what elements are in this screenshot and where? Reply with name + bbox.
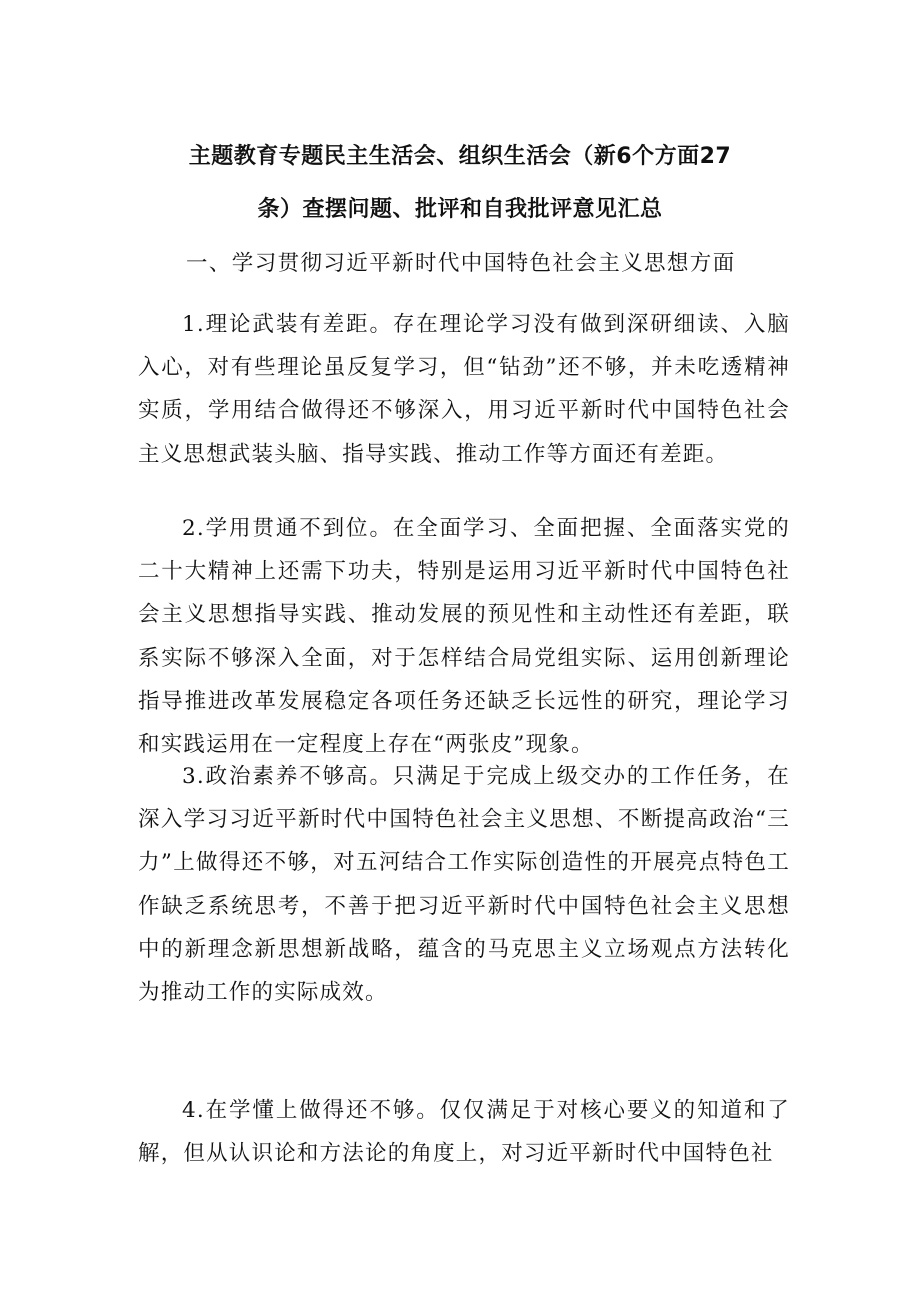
paragraph-1: 1.理论武装有差距。存在理论学习没有做到深研细读、入脑入心，对有些理论虽反复学习，但“钻劲”还不够，并未吃透精神实质，学用结合做得还不够深入，用习近平新时代中国特色社会主义思想武装头脑、指导实践、推动工作等方面还有差距。	[138, 312, 790, 467]
paragraph-2: 2.学用贯通不到位。在全面学习、全面把握、全面落实党的二十大精神上还需下功夫，特别是运用习近平新时代中国特色社会主义思想指导实践、推动发展的预见性和主动性还有差距，联系实际不够深入全面，对于怎样结合局党组实际、运用创新理论指导推进改革发展稳定各项任务还缺乏长远性的研究，理论学习和实践运用在一定程度上存在“两张皮”现象。	[138, 516, 790, 758]
paragraph-4: 4.在学懂上做得还不够。仅仅满足于对核心要义的知道和了解，但从认识论和方法论的角度上，对习近平新时代中国特色社	[138, 1098, 790, 1167]
paragraph-3: 3.政治素养不够高。只满足于完成上级交办的工作任务，在深入学习习近平新时代中国特色社会主义思想、不断提高政治“三力”上做得还不够，对五河结合工作实际创造性的开展亮点特色工作缺乏系统思考，不善于把习近平新时代中国特色社会主义思想中的新理念新思想新战略，蕴含的马克思主义立场观点方法转化为推动工作的实际成效。	[138, 764, 790, 1006]
document-title-line-1: 主题教育专题民主生活会、组织生活会（新6个方面27	[188, 144, 732, 169]
document-title-line-2: 条）查摆问题、批评和自我批评意见汇总	[257, 197, 663, 222]
section-heading: 一、学习贯彻习近平新时代中国特色社会主义思想方面	[186, 251, 736, 276]
document-title	[120, 130, 800, 236]
